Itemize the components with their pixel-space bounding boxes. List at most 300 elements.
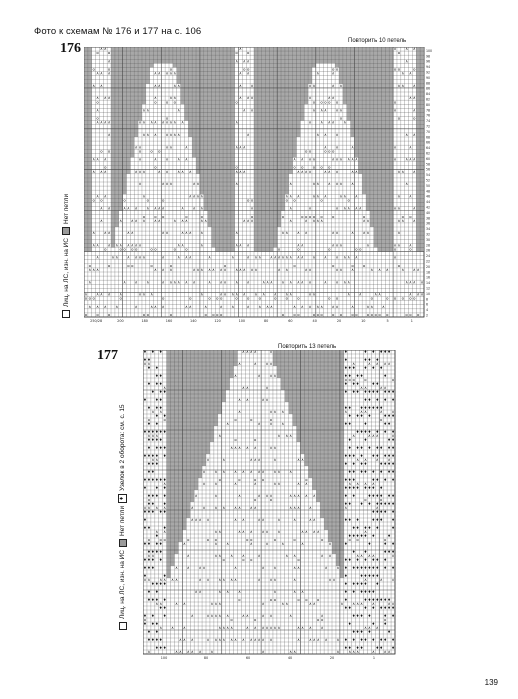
chart176-stitch-symbol: ∧ bbox=[409, 95, 412, 101]
chart177-stitch-symbol: ♦ bbox=[348, 533, 352, 538]
chart177-stitch-symbol: ∧ bbox=[273, 625, 277, 630]
chart177-stitch-symbol: ∧ bbox=[163, 529, 167, 534]
chart176-stitch-symbol: o bbox=[96, 312, 99, 317]
chart176-stitch-symbol: ∧ bbox=[142, 168, 146, 174]
chart177-stitch-symbol: ∧ bbox=[285, 433, 289, 438]
chart176-stitch-symbol: ∧ bbox=[339, 193, 343, 199]
chart176-stitch-symbol: ∧ bbox=[300, 168, 304, 174]
chart176-stitch-symbol: ∧ bbox=[192, 181, 196, 187]
chart176-stitch-symbol: o bbox=[397, 50, 401, 56]
chart176-stitch-symbol: o bbox=[150, 148, 153, 154]
chart176-stitch-symbol: o bbox=[293, 197, 296, 203]
chart177-stitch-symbol: ∧ bbox=[261, 517, 265, 522]
chart176-stitch-symbol: ∧ bbox=[354, 205, 358, 211]
chart176-stitch-symbol: o bbox=[339, 312, 343, 317]
chart176-stitch-symbol: o bbox=[335, 66, 339, 72]
chart177-stitch-symbol: ♦ bbox=[359, 581, 364, 586]
chart177-stitch-symbol: ♦ bbox=[151, 621, 155, 626]
chart177-stitch-symbol: ♦ bbox=[147, 637, 151, 642]
chart176-stitch-symbol: ∧ bbox=[358, 205, 362, 211]
chart176-stitch-symbol: ∧ bbox=[339, 156, 343, 162]
chart177-stitch-symbol: ♦ bbox=[371, 477, 376, 482]
chart176-stitch-symbol: ∧ bbox=[374, 291, 378, 297]
chart177-stitch-symbol: ♦ bbox=[375, 581, 379, 586]
chart177-stitch-symbol: o bbox=[246, 537, 249, 542]
chart177-stitch-symbol: ♦ bbox=[375, 397, 379, 402]
chart177-stitch-symbol: ♦ bbox=[375, 597, 379, 602]
chart176-stitch-symbol: ∧ bbox=[138, 156, 142, 162]
chart176-row-label: 20 bbox=[426, 264, 431, 269]
chart176-stitch-symbol: o bbox=[312, 164, 316, 170]
chart177-stitch-symbol: ∧ bbox=[265, 541, 269, 546]
chart176-stitch-symbol: o bbox=[397, 115, 401, 121]
chart177-stitch-symbol: ∧ bbox=[218, 577, 222, 582]
chart177-stitch-symbol: o bbox=[218, 477, 221, 482]
chart177-stitch-symbol: ♦ bbox=[383, 413, 387, 418]
chart177-stitch-symbol: ♦ bbox=[387, 445, 391, 450]
chart176-stitch-symbol: ∧ bbox=[154, 119, 157, 125]
chart177-stitch-symbol: ∧ bbox=[391, 553, 395, 558]
chart176-stitch-symbol: ∧ bbox=[235, 291, 239, 297]
chart176-stitch-label: 10 bbox=[361, 319, 366, 323]
chart177-stitch-symbol: ♦ bbox=[379, 461, 383, 466]
chart177-stitch-symbol: ♦ bbox=[387, 453, 391, 458]
chart176-stitch-symbol: ∧ bbox=[150, 119, 154, 125]
chart177-stitch-symbol: ♦ bbox=[363, 405, 368, 410]
chart176-stitch-symbol: ∧ bbox=[138, 242, 142, 248]
chart176-stitch-symbol: ∧ bbox=[362, 230, 366, 236]
chart176-stitch-symbol: ∧ bbox=[96, 119, 99, 125]
chart177-stitch-symbol: ∧ bbox=[190, 637, 194, 642]
chart176-stitch-symbol: ∧ bbox=[401, 217, 405, 223]
chart176-stitch-symbol: o bbox=[92, 197, 95, 203]
chart176-stitch-symbol: ∧ bbox=[289, 291, 293, 297]
chart177-stitch-symbol: ∧ bbox=[151, 457, 155, 462]
chart176-stitch-symbol: ∧ bbox=[297, 230, 300, 236]
chart177-stitch-symbol: ♦ bbox=[379, 501, 383, 506]
chart177-stitch-symbol: ♦ bbox=[359, 429, 364, 434]
chart177-stitch-symbol: ♦ bbox=[143, 557, 147, 562]
chart176-stitch-symbol: ∧ bbox=[99, 82, 103, 88]
chart177-stitch-symbol: ∧ bbox=[383, 385, 387, 390]
chart177-stitch-symbol: ∧ bbox=[234, 469, 237, 474]
chart176-stitch-symbol: ∧ bbox=[289, 279, 293, 285]
chart177-stitch-symbol: ♦ bbox=[344, 381, 348, 386]
chart176-stitch-symbol: ∧ bbox=[212, 267, 215, 272]
chart177-stitch-symbol: ♦ bbox=[383, 397, 387, 402]
chart177-stitch-symbol: ♦ bbox=[155, 597, 159, 602]
chart176-stitch-symbol: ∧ bbox=[161, 230, 165, 236]
chart177-stitch-symbol: ♦ bbox=[371, 485, 376, 490]
chart176-stitch-symbol: ∧ bbox=[293, 303, 296, 309]
chart176-stitch-symbol: ∧ bbox=[107, 58, 111, 64]
chart177-stitch-symbol: ♦ bbox=[387, 533, 391, 538]
chart176-stitch-symbol: ∧ bbox=[246, 132, 250, 137]
chart177-stitch-symbol: ♦ bbox=[363, 429, 368, 434]
chart176-stitch-symbol: ∧ bbox=[258, 254, 262, 260]
chart176-stitch-symbol: ∧ bbox=[169, 95, 173, 101]
chart176-stitch-symbol: ∧ bbox=[250, 205, 254, 211]
chart177-stitch-symbol: ∧ bbox=[143, 361, 147, 366]
chart177-stitch-symbol: ♦ bbox=[355, 645, 360, 650]
chart177-stitch-symbol: o bbox=[261, 477, 265, 482]
chart177-stitch-symbol: o bbox=[269, 417, 273, 422]
chart176-stitch-symbol: ∧ bbox=[235, 279, 239, 285]
chart177-stitch-symbol: ♦ bbox=[351, 365, 356, 370]
chart177-stitch-symbol: ♦ bbox=[371, 573, 376, 578]
chart177-stitch-symbol: ∧ bbox=[206, 577, 210, 582]
chart177-stitch-symbol: ∧ bbox=[218, 601, 222, 606]
chart176-stitch-symbol: ∧ bbox=[412, 217, 416, 223]
chart176-row-label: 74 bbox=[426, 119, 431, 124]
chart176-stitch-symbol: o bbox=[92, 66, 95, 72]
chart177-stitch-symbol: ♦ bbox=[147, 445, 151, 450]
chart177-stitch-symbol: o bbox=[159, 537, 162, 542]
chart176-stitch-symbol: ∧ bbox=[324, 279, 327, 285]
chart177-stitch-symbol: ∧ bbox=[257, 637, 261, 642]
chart177-stitch-symbol: ∧ bbox=[202, 469, 206, 474]
chart177-stitch-symbol: ∧ bbox=[328, 553, 332, 558]
chart177-stitch-symbol: ♦ bbox=[367, 413, 372, 418]
chart177-stitch-symbol: ∧ bbox=[194, 493, 198, 498]
chart176-stitch-symbol: o bbox=[393, 295, 397, 301]
chart176-stitch-symbol: ∧ bbox=[285, 254, 289, 260]
chart177-stitch-symbol: ∧ bbox=[253, 445, 257, 450]
chart177-stitch-symbol: ♦ bbox=[379, 469, 383, 474]
chart177-stitch-symbol: ♦ bbox=[375, 493, 379, 498]
chart176-stitch-symbol: ∧ bbox=[246, 70, 250, 76]
chart177-stitch-symbol: ♦ bbox=[375, 517, 379, 522]
chart176-stitch-symbol: ∧ bbox=[297, 193, 300, 199]
chart176-stitch-symbol: ∧ bbox=[269, 303, 273, 309]
chart176-stitch-symbol: o bbox=[328, 164, 331, 170]
chart176-stitch-symbol: o bbox=[320, 164, 323, 170]
chart176-stitch-symbol: ∧ bbox=[115, 242, 119, 248]
chart176-stitch-symbol: ∧ bbox=[107, 132, 111, 137]
chart177-grid bbox=[143, 350, 395, 654]
chart177-stitch-symbol: ♦ bbox=[387, 469, 391, 474]
chart176-stitch-symbol: ∧ bbox=[312, 156, 316, 162]
chart177-stitch-symbol: ∧ bbox=[277, 481, 281, 486]
chart177-stitch-symbol: ∧ bbox=[257, 553, 261, 558]
chart177-stitch-symbol: ∧ bbox=[218, 625, 222, 630]
chart177-stitch-symbol: ♦ bbox=[359, 533, 364, 538]
chart177-stitch-symbol: o bbox=[383, 537, 387, 542]
chart177-stitch-symbol: ∧ bbox=[238, 409, 241, 414]
chart176-stitch-symbol: ∧ bbox=[165, 144, 169, 150]
chart177-stitch-symbol: ∧ bbox=[277, 517, 281, 522]
chart176-stitch-label: 100 bbox=[238, 319, 246, 323]
chart177-stitch-symbol: ♦ bbox=[391, 397, 395, 402]
chart177-stitch-symbol: ♦ bbox=[143, 541, 147, 546]
chart176-stitch-symbol: ∧ bbox=[96, 242, 99, 248]
chart176-stitch-symbol: ∧ bbox=[378, 267, 381, 272]
chart177-stitch-symbol: ∧ bbox=[222, 457, 226, 462]
chart177-stitch-symbol: ♦ bbox=[143, 350, 147, 354]
chart176-grid bbox=[84, 47, 424, 317]
chart176-stitch-symbol: ∧ bbox=[219, 291, 223, 297]
chart177-stitch-symbol: ♦ bbox=[143, 397, 147, 402]
chart177-stitch-symbol: ∧ bbox=[301, 541, 304, 546]
chart177-stitch-symbol: ∧ bbox=[242, 529, 245, 534]
chart177-stitch-symbol: ♦ bbox=[355, 389, 360, 394]
chart177-stitch-symbol: ♦ bbox=[359, 445, 364, 450]
chart177-stitch-symbol: ♦ bbox=[159, 477, 163, 482]
chart176-stitch-symbol: o bbox=[131, 246, 134, 252]
chart177-stitch-symbol: ♦ bbox=[375, 357, 379, 362]
chart176-stitch-symbol: ∧ bbox=[173, 217, 177, 223]
chart177-stitch-symbol: ∧ bbox=[151, 433, 155, 438]
chart177-stitch-symbol: ♦ bbox=[151, 389, 155, 394]
chart176-stitch-symbol: ∧ bbox=[312, 181, 316, 187]
chart176-stitch-symbol: ∧ bbox=[335, 205, 339, 211]
chart177-stitch-symbol: ♦ bbox=[367, 589, 372, 594]
chart177-stitch-symbol: ♦ bbox=[147, 509, 151, 514]
chart176-stitch-symbol: ∧ bbox=[169, 70, 173, 76]
chart177-stitch-symbol: ∧ bbox=[297, 625, 300, 630]
chart177-stitch-symbol: ∧ bbox=[277, 529, 281, 534]
chart176-stitch-symbol: o bbox=[308, 148, 312, 154]
chart176-stitch-symbol: ∧ bbox=[366, 230, 370, 236]
chart177-stitch-symbol: ♦ bbox=[379, 350, 383, 354]
chart176-stitch-symbol: ∧ bbox=[123, 205, 126, 211]
chart177-stitch-symbol: o bbox=[364, 497, 367, 502]
chart176-stitch-symbol: ∧ bbox=[242, 267, 246, 272]
chart177-stitch-symbol: ∧ bbox=[336, 565, 340, 570]
chart177-stitch-symbol: ♦ bbox=[344, 565, 348, 570]
chart177-stitch-symbol: ♦ bbox=[344, 485, 348, 490]
chart176-stitch-symbol: ∧ bbox=[235, 267, 239, 272]
chart176-row-label: 16 bbox=[426, 275, 431, 280]
chart177-stitch-symbol: ∧ bbox=[348, 649, 352, 654]
chart177-stitch-symbol: ♦ bbox=[143, 517, 147, 522]
chart176-stitch-symbol: ∧ bbox=[200, 205, 204, 211]
chart177-stitch-symbol: ♦ bbox=[363, 389, 368, 394]
chart176-stitch-symbol: ∧ bbox=[335, 279, 339, 285]
chart176-stitch-symbol: ∧ bbox=[335, 181, 339, 187]
chart176-stitch-symbol: ∧ bbox=[320, 119, 324, 125]
chart177-stitch-symbol: ∧ bbox=[249, 529, 253, 534]
chart176-stitch-symbol: ∧ bbox=[103, 193, 107, 199]
chart177-stitch-symbol: ∧ bbox=[182, 625, 186, 630]
chart176-stitch-symbol: ∧ bbox=[134, 217, 138, 223]
chart177-stitch-symbol: ♦ bbox=[383, 421, 387, 426]
chart176-stitch-symbol: ∧ bbox=[412, 132, 416, 137]
chart177-stitch-symbol: ∧ bbox=[190, 613, 194, 618]
chart176-stitch-symbol: ∧ bbox=[161, 303, 165, 309]
chart177-stitch-symbol: ∧ bbox=[182, 541, 186, 546]
chart177-stitch-symbol: ∧ bbox=[226, 589, 230, 594]
chart177-stitch-symbol: ∧ bbox=[198, 517, 202, 522]
chart177-stitch-symbol: ♦ bbox=[348, 413, 352, 418]
chart177-stitch-symbol: ♦ bbox=[387, 597, 391, 602]
chart176-stitch-symbol: ∧ bbox=[219, 267, 223, 272]
chart177-stitch-symbol: ♦ bbox=[155, 421, 159, 426]
chart177-stitch-symbol: ∧ bbox=[364, 577, 367, 582]
chart176-stitch-symbol: ∧ bbox=[138, 181, 142, 187]
chart176-stitch-symbol: ∧ bbox=[366, 303, 370, 309]
chart177-stitch-symbol: ♦ bbox=[391, 565, 395, 570]
chart177-stitch-symbol: ∧ bbox=[293, 565, 296, 570]
chart176-stitch-symbol: ∧ bbox=[269, 254, 273, 260]
chart176-stitch-label: 250/28 bbox=[90, 319, 103, 323]
chart177-stitch-symbol: ♦ bbox=[367, 573, 372, 578]
chart177-stitch-symbol: ∧ bbox=[273, 469, 277, 474]
legend-white-square-icon bbox=[119, 622, 127, 630]
chart176-stitch-symbol: ∧ bbox=[103, 95, 107, 101]
chart177-stitch-symbol: ∧ bbox=[273, 481, 277, 486]
chart176-stitch-symbol: ∧ bbox=[347, 291, 351, 297]
chart176-stitch-symbol: ∧ bbox=[173, 82, 177, 88]
chart177-stitch-symbol: ∧ bbox=[391, 601, 395, 606]
chart176-stitch-symbol: ∧ bbox=[250, 267, 254, 272]
chart177-stitch-symbol: ∧ bbox=[202, 481, 206, 486]
chart176-stitch-symbol: o bbox=[328, 99, 331, 105]
chart177-stitch-symbol: ∧ bbox=[234, 505, 237, 510]
chart176-stitch-symbol: ∧ bbox=[192, 279, 196, 285]
chart177-stitch-symbol: ♦ bbox=[344, 357, 348, 362]
chart176-stitch-symbol: ∧ bbox=[335, 144, 339, 150]
chart177-stitch-symbol: ♦ bbox=[355, 525, 360, 530]
chart176-stitch-symbol: ∧ bbox=[188, 303, 192, 309]
chart177-stitch-symbol: ♦ bbox=[391, 445, 395, 450]
chart177-stitch-symbol: ∧ bbox=[277, 625, 281, 630]
chart177-stitch-symbol: ∧ bbox=[375, 361, 379, 366]
chart177-stitch-symbol: ∧ bbox=[234, 373, 237, 378]
chart176-stitch-symbol: ∧ bbox=[200, 193, 204, 199]
chart176-stitch-symbol: ∧ bbox=[297, 168, 300, 174]
chart177-stitch-symbol: ♦ bbox=[367, 501, 372, 506]
chart177-stitch-symbol: ∧ bbox=[301, 625, 304, 630]
chart177-stitch-symbol: ∧ bbox=[218, 433, 222, 438]
chart177-stitch-symbol: o bbox=[234, 437, 237, 442]
chart177-stitch-symbol: ∧ bbox=[293, 577, 296, 582]
chart177-stitch-symbol: ♦ bbox=[371, 350, 376, 354]
chart176-stitch-symbol: ∧ bbox=[289, 193, 293, 199]
chart177-stitch-symbol: ∧ bbox=[218, 529, 222, 534]
chart176-stitch-symbol: o bbox=[359, 246, 362, 252]
chart176-stitch-symbol: ∧ bbox=[184, 156, 188, 162]
chart176-stitch-symbol: ∧ bbox=[405, 279, 409, 285]
chart177-stitch-symbol: ♦ bbox=[359, 629, 364, 634]
chart177-stitch-symbol: ♦ bbox=[162, 389, 167, 394]
chart176-stitch-symbol: ∧ bbox=[165, 156, 169, 162]
chart176-stitch-symbol: ∧ bbox=[316, 193, 320, 199]
chart176-row-label: 38 bbox=[426, 216, 431, 221]
chart176-row-label: 22 bbox=[426, 259, 431, 264]
repeat-label-176: Повторить 10 петель bbox=[348, 38, 407, 44]
chart176-stitch-symbol: ∧ bbox=[223, 267, 227, 272]
chart177-stitch-label: 100 bbox=[160, 656, 168, 660]
chart177-stitch-symbol: ∧ bbox=[301, 589, 304, 594]
chart176-stitch-symbol: ∧ bbox=[165, 181, 169, 187]
chart176-stitch-symbol: ∧ bbox=[262, 291, 266, 297]
chart177-stitch-symbol: ♦ bbox=[344, 557, 348, 562]
chart177-stitch-symbol: ∧ bbox=[375, 457, 379, 462]
chart176-stitch-symbol: ∧ bbox=[142, 291, 146, 297]
chart176-row-label: 60 bbox=[426, 156, 431, 161]
chart177-stitch-symbol: ∧ bbox=[214, 541, 218, 546]
chart176-stitch-label: 120 bbox=[214, 319, 221, 323]
chart176-stitch-symbol: o bbox=[208, 295, 211, 301]
chart177-stitch-symbol: ∧ bbox=[249, 541, 253, 546]
chart177-stitch-symbol: ∧ bbox=[222, 469, 226, 474]
chart177-stitch-symbol: ∧ bbox=[238, 361, 241, 366]
chart177-stitch-symbol: ∧ bbox=[257, 493, 261, 498]
chart177-stitch-symbol: ∧ bbox=[163, 385, 167, 390]
chart177-stitch-symbol: ♦ bbox=[351, 453, 356, 458]
chart177-stitch-symbol: ♦ bbox=[359, 501, 364, 506]
chart177-stitch-symbol: ∧ bbox=[249, 457, 253, 462]
chart176-stitch-symbol: ∧ bbox=[405, 58, 409, 64]
chart176-stitch-symbol: ∧ bbox=[107, 95, 111, 101]
chart177-stitch-symbol: ∧ bbox=[340, 601, 344, 606]
chart176-stitch-symbol: o bbox=[297, 246, 300, 252]
chart176-stitch-symbol: ∧ bbox=[401, 82, 405, 88]
chart177-stitch-symbol: ∧ bbox=[206, 517, 210, 522]
chart177-stitch-symbol: ♦ bbox=[147, 549, 151, 554]
chart176-stitch-symbol: ∧ bbox=[192, 205, 196, 211]
chart176-stitch-symbol: ∧ bbox=[146, 279, 150, 285]
chart176-stitch-symbol: ∧ bbox=[134, 279, 138, 285]
chart177-stitch-symbol: ∧ bbox=[257, 577, 261, 582]
chart177-stitch-symbol: ∧ bbox=[222, 637, 226, 642]
chart177-stitch-symbol: ♦ bbox=[159, 350, 163, 354]
chart176-stitch-symbol: ∧ bbox=[165, 119, 169, 125]
chart177-stitch-symbol: ♦ bbox=[363, 637, 368, 642]
chart176-stitch-symbol: ∧ bbox=[412, 156, 416, 162]
chart176-stitch-symbol: ∧ bbox=[96, 70, 99, 76]
chart176-stitch-symbol: o bbox=[165, 115, 169, 121]
chart177-stitch-symbol: ∧ bbox=[375, 433, 379, 438]
chart177-stitch-symbol: ♦ bbox=[355, 445, 360, 450]
chart177-stitch-symbol: ∧ bbox=[285, 601, 289, 606]
chart177-stitch-symbol: ♦ bbox=[363, 485, 368, 490]
chart176-stitch-symbol: o bbox=[301, 213, 304, 219]
chart176-stitch-symbol: ∧ bbox=[351, 181, 354, 187]
chart177-stitch-symbol: ♦ bbox=[383, 637, 387, 642]
chart176-stitch-symbol: ∧ bbox=[107, 70, 111, 76]
chart177-stitch-symbol: ♦ bbox=[387, 350, 391, 354]
chart177-stitch-symbol: ∧ bbox=[289, 433, 293, 438]
chart176-stitch-symbol: ∧ bbox=[184, 279, 188, 285]
chart177-stitch-symbol: ♦ bbox=[162, 613, 167, 618]
chart177-stitch-symbol: ♦ bbox=[391, 613, 395, 618]
chart177-stitch-symbol: ♦ bbox=[387, 389, 391, 394]
chart177-stitch-symbol: ♦ bbox=[387, 549, 391, 554]
chart177-stitch-symbol: ∧ bbox=[360, 385, 363, 390]
chart176-stitch-symbol: o bbox=[285, 295, 289, 301]
chart177-stitch-symbol: ♦ bbox=[155, 637, 159, 642]
chart176-stitch-symbol: ∧ bbox=[142, 107, 146, 113]
chart177-stitch-symbol: ♦ bbox=[348, 373, 352, 378]
chart176-row-label: 72 bbox=[426, 124, 431, 129]
chart177-stitch-symbol: ♦ bbox=[363, 357, 368, 362]
chart176-stitch-symbol: o bbox=[134, 246, 138, 252]
chart176-stitch-symbol: o bbox=[386, 295, 389, 301]
chart176-row-label: 4 bbox=[426, 308, 429, 313]
chart176-stitch-symbol: ∧ bbox=[107, 230, 111, 236]
chart176-stitch-symbol: ∧ bbox=[331, 303, 335, 309]
chart176-stitch-symbol: ∧ bbox=[154, 132, 157, 137]
chart177-stitch-symbol: ∧ bbox=[297, 481, 300, 486]
chart177-stitch-symbol: ♦ bbox=[387, 605, 391, 610]
chart176-stitch-symbol: ∧ bbox=[184, 303, 188, 309]
chart177-stitch-symbol: ♦ bbox=[155, 621, 159, 626]
chart177-stitch-symbol: ♦ bbox=[151, 493, 155, 498]
chart176-stitch-symbol: ∧ bbox=[250, 107, 254, 113]
chart176-stitch-symbol: ∧ bbox=[366, 242, 370, 248]
